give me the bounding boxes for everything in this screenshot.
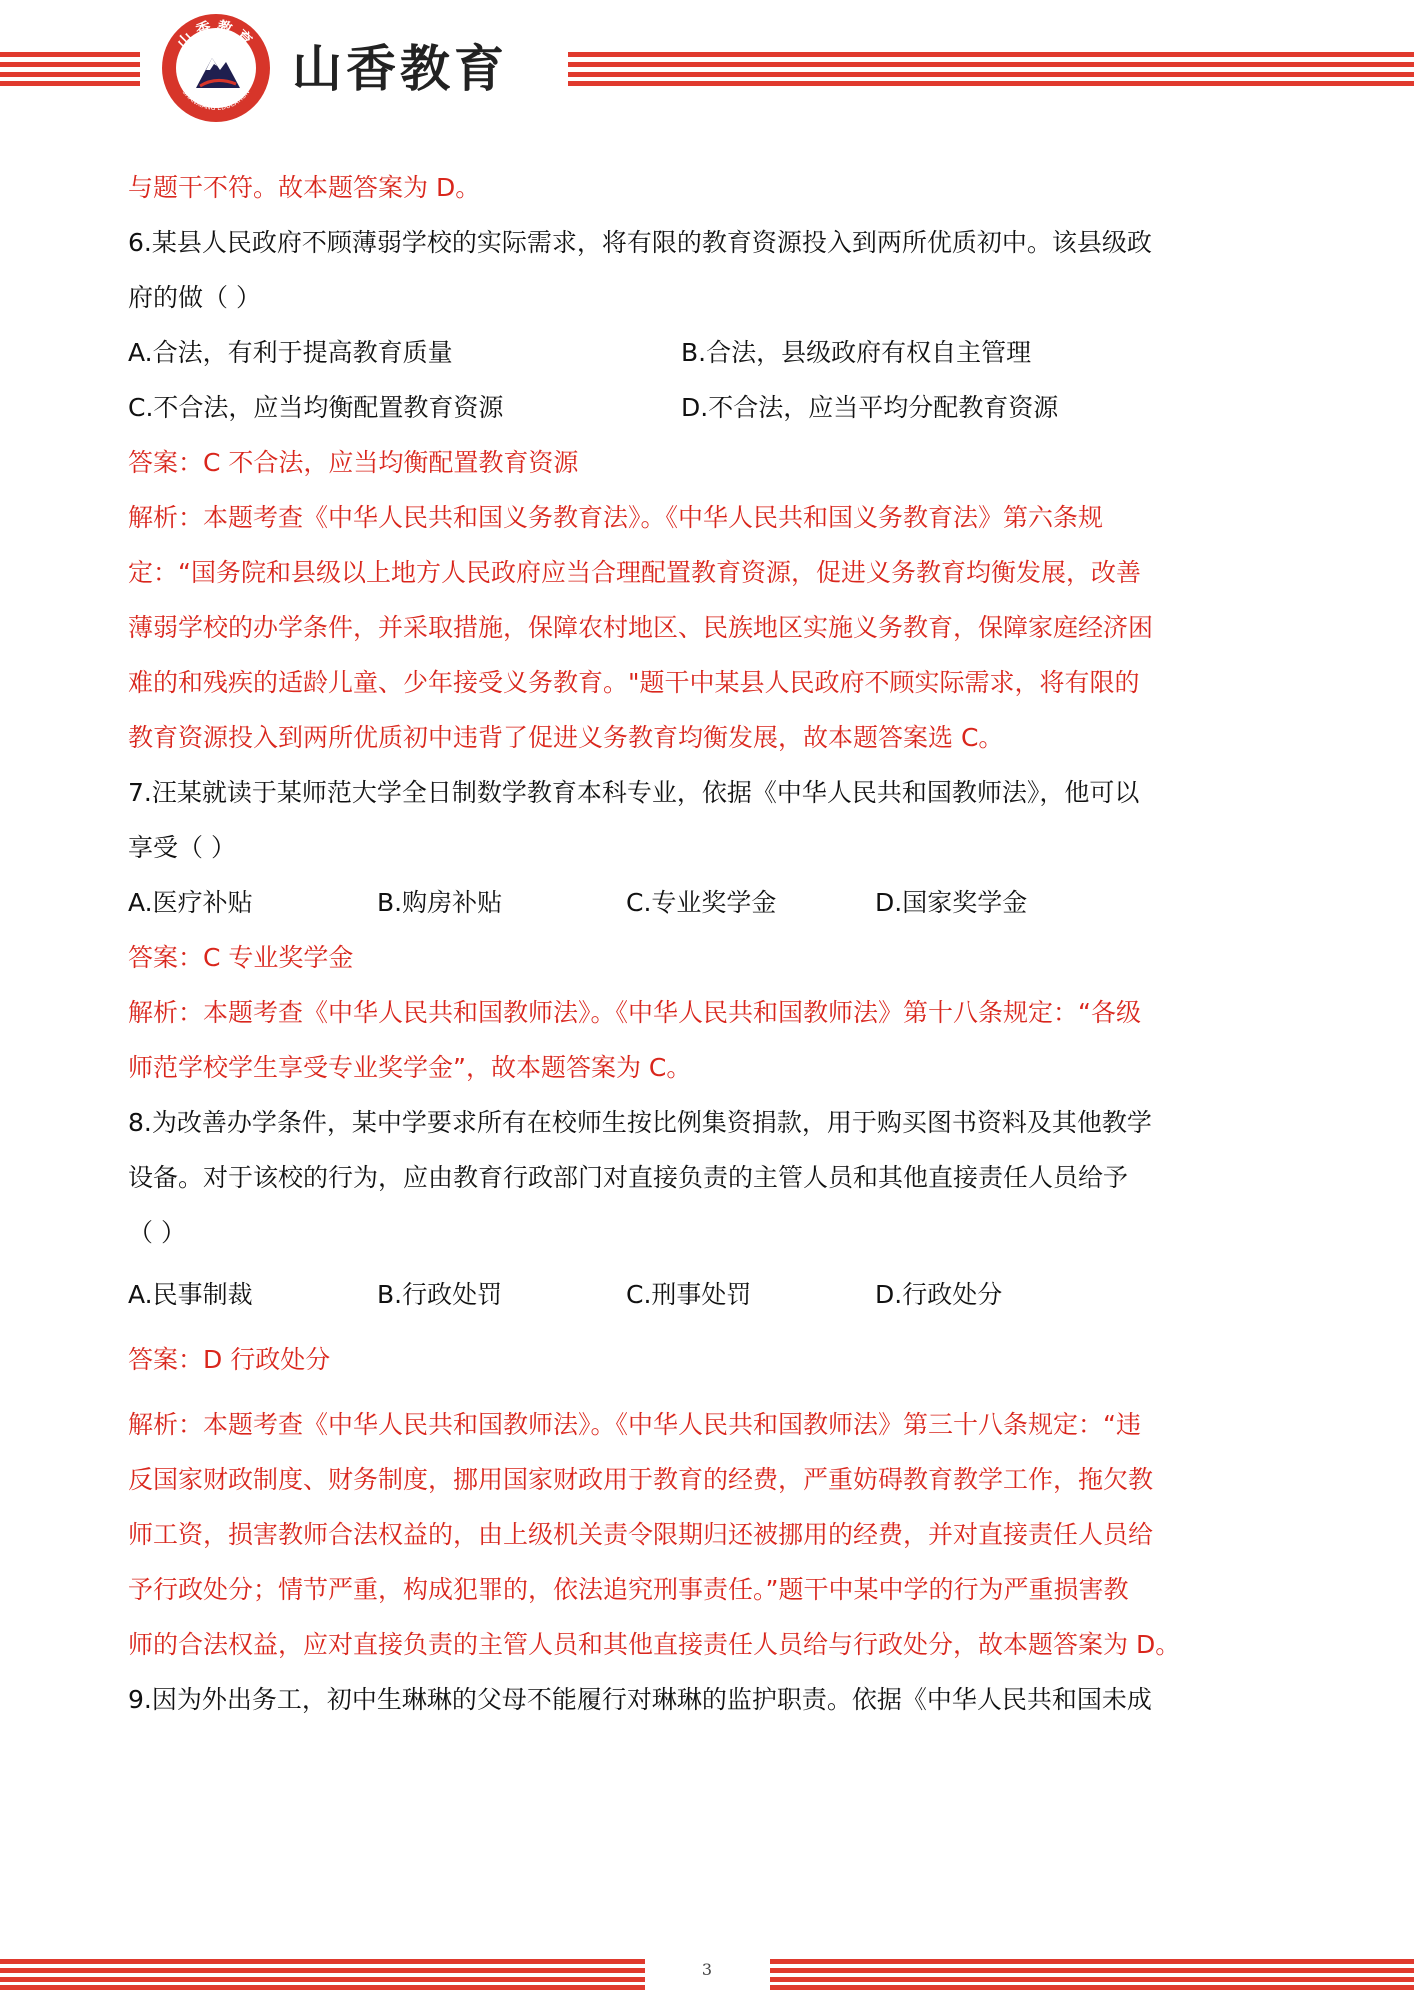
- answer-line: 答案：C 不合法，应当均衡配置教育资源: [128, 448, 579, 477]
- question-7: [128, 765, 1288, 1095]
- previous-answer-conclusion: 与题干不符。故本题答案为 D。: [128, 173, 481, 202]
- question-stem-line: 8.为改善办学条件，某中学要求所有在校师生按比例集资捐款，用于购买图书资料及其他教学: [128, 1108, 1152, 1137]
- mountain-icon: [196, 58, 240, 88]
- brand-name: 山香教育: [292, 39, 508, 98]
- logo-text: 山香教育: [173, 17, 259, 53]
- logo-subtext: SHANXIANG EDUCATION: [180, 88, 252, 113]
- option-d: D.国家奖学金: [875, 888, 1028, 917]
- question-9: [128, 1672, 1288, 1727]
- analysis-line: 反国家财政制度、财务制度，挪用国家财政用于教育的经费，严重妨碍教育教学工作，拖欠教: [128, 1465, 1154, 1494]
- svg-text:山香教育: [174, 17, 259, 52]
- analysis-line: 定：“国务院和县级以上地方人民政府应当合理配置教育资源，促进义务教育均衡发展，改善: [128, 558, 1141, 587]
- svg-text:SHANXIANG EDUCATION: [181, 88, 252, 112]
- options-row: [128, 380, 1288, 435]
- question-stem-line: 6.某县人民政府不顾薄弱学校的实际需求，将有限的教育资源投入到两所优质初中。该县级政: [128, 228, 1152, 257]
- question-stem-line: 9.因为外出务工，初中生琳琳的父母不能履行对琳琳的监护职责。依据《中华人民共和国未成: [128, 1685, 1152, 1714]
- analysis-line: 予行政处分；情节严重，构成犯罪的，依法追究刑事责任。”题干中某中学的行为严重损害教: [128, 1575, 1129, 1604]
- analysis-line: 师的合法权益，应对直接负责的主管人员和其他直接责任人员给与行政处分，故本题答案为 D。: [128, 1630, 1181, 1659]
- page-number: 3: [701, 1960, 713, 1979]
- answer-line: 答案：D 行政处分: [128, 1345, 331, 1374]
- document-body: [128, 160, 1288, 1727]
- analysis-line: 师工资，损害教师合法权益的，由上级机关责令限期归还被挪用的经费，并对直接责任人员给: [128, 1520, 1154, 1549]
- option-b: B.行政处罚: [377, 1280, 503, 1309]
- option-b: B.购房补贴: [377, 888, 503, 917]
- question-stem-line: 7.汪某就读于某师范大学全日制数学教育本科专业，依据《中华人民共和国教师法》，他可以: [128, 778, 1140, 807]
- question-stem-line: 府的做（ ）: [128, 283, 261, 312]
- question-stem-line: （ ）: [128, 1218, 186, 1247]
- header-stripes-right: [568, 52, 1414, 86]
- analysis-line: 师范学校学生享受专业奖学金”，故本题答案为 C。: [128, 1053, 692, 1082]
- footer: [0, 1955, 1414, 1995]
- analysis-line: 解析：本题考查《中华人民共和国义务教育法》。《中华人民共和国义务教育法》第六条规: [128, 503, 1104, 532]
- question-8: [128, 1095, 1288, 1672]
- option-a: A.医疗补贴: [128, 888, 253, 917]
- options-row: [128, 325, 1288, 380]
- option-d: D.行政处分: [875, 1280, 1003, 1309]
- option-d: D.不合法，应当平均分配教育资源: [681, 393, 1059, 422]
- option-c: C.不合法，应当均衡配置教育资源: [128, 393, 504, 422]
- options-row: [128, 1267, 1288, 1322]
- option-a: A.民事制裁: [128, 1280, 253, 1309]
- analysis-line: 薄弱学校的办学条件，并采取措施，保障农村地区、民族地区实施义务教育，保障家庭经济困: [128, 613, 1154, 642]
- option-c: C.刑事处罚: [626, 1280, 752, 1309]
- brand-logo: [162, 14, 270, 122]
- option-a: A.合法，有利于提高教育质量: [128, 338, 453, 367]
- options-row: [128, 875, 1288, 930]
- question-6: [128, 215, 1288, 765]
- analysis-line: 教育资源投入到两所优质初中违背了促进义务教育均衡发展，故本题答案选 C。: [128, 723, 1004, 752]
- question-stem-line: 设备。对于该校的行为，应由教育行政部门对直接负责的主管人员和其他直接责任人员给予: [128, 1163, 1129, 1192]
- analysis-line: 难的和残疾的适龄儿童、少年接受义务教育。"题干中某县人民政府不顾实际需求，将有限的: [128, 668, 1140, 697]
- option-c: C.专业奖学金: [626, 888, 777, 917]
- header-stripes-left: [0, 52, 140, 86]
- analysis-line: 解析：本题考查《中华人民共和国教师法》。《中华人民共和国教师法》第三十八条规定：“违: [128, 1410, 1141, 1439]
- option-b: B.合法，县级政府有权自主管理: [681, 338, 1032, 367]
- answer-line: 答案：C 专业奖学金: [128, 943, 354, 972]
- analysis-line: 解析：本题考查《中华人民共和国教师法》。《中华人民共和国教师法》第十八条规定：“各级: [128, 998, 1141, 1027]
- question-stem-line: 享受（ ）: [128, 833, 236, 862]
